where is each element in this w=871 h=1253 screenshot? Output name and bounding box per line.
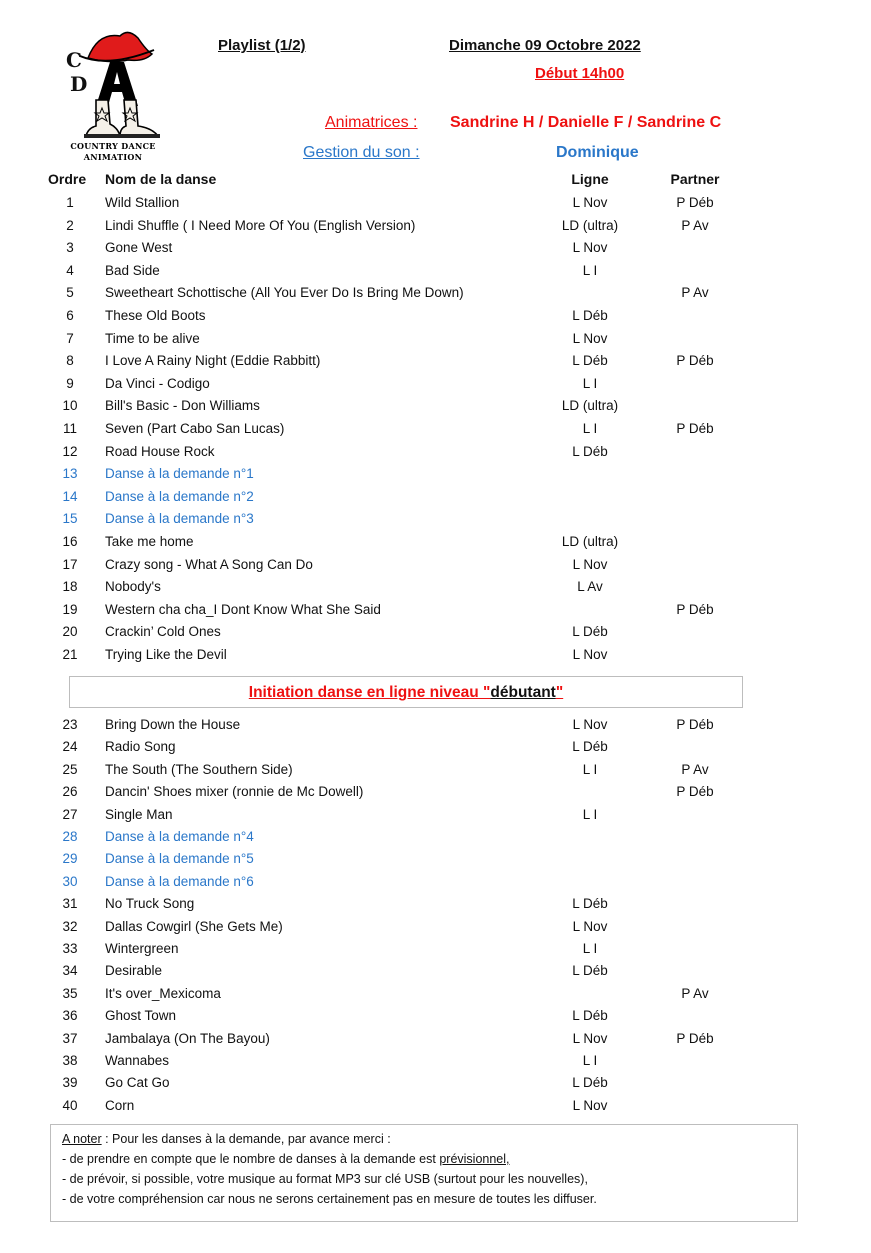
- dance-name: Danse à la demande n°2: [105, 488, 254, 504]
- note-line-1-text: - de prendre en compte que le nombre de danses à la demande est: [62, 1152, 440, 1166]
- row-number: 15: [62, 511, 78, 527]
- row-number: 37: [62, 1030, 78, 1046]
- row-number: 31: [62, 896, 78, 912]
- table-row: [0, 1028, 871, 1050]
- initiation-text-1: Initiation danse en ligne niveau ": [248, 684, 491, 701]
- dance-name: I Love A Rainy Night (Eddie Rabbitt): [105, 353, 321, 369]
- row-number: 17: [62, 556, 78, 572]
- logo-letter-a: [86, 72, 87, 73]
- ligne-level: L Déb: [572, 739, 608, 755]
- table-row: [0, 554, 871, 576]
- ligne-level: L I: [582, 375, 598, 391]
- ligne-level: L I: [582, 761, 598, 777]
- dance-name: Seven (Part Cabo San Lucas): [105, 421, 285, 436]
- table-row: [0, 441, 871, 463]
- dance-name: These Old Boots: [105, 308, 206, 323]
- row-number: 13: [62, 466, 78, 482]
- table-row: [0, 486, 871, 508]
- row-number: 20: [62, 624, 78, 640]
- table-row: [0, 418, 871, 440]
- dance-name: Wannabes: [105, 1053, 170, 1068]
- column-header-partner: Partner: [670, 171, 720, 187]
- ligne-level: L Nov: [572, 717, 608, 732]
- table-row: [0, 1050, 871, 1072]
- dance-name: Sweetheart Schottische (All You Ever Do Is Bring Me Down): [105, 285, 464, 301]
- dance-name: Bad Side: [105, 262, 160, 278]
- partner-level: P Av: [681, 761, 709, 777]
- note-line-3: - de votre compréhension car nous ne serons certainement pas en mesure de toutes les diffuser.: [62, 1192, 597, 1206]
- dance-name: Trying Like the Devil: [105, 647, 227, 662]
- dance-name: Take me home: [105, 534, 194, 549]
- column-header-nom: Nom de la danse: [105, 171, 217, 187]
- dance-name: Corn: [105, 1097, 135, 1113]
- row-number: 18: [62, 579, 78, 595]
- row-number: 26: [62, 784, 78, 800]
- table-row: [0, 826, 871, 848]
- note-intro: [62, 1132, 391, 1146]
- ligne-level: LD (ultra): [561, 398, 619, 414]
- row-number: 36: [62, 1008, 78, 1024]
- table-row: [0, 644, 871, 666]
- dance-name: Danse à la demande n°5: [105, 851, 254, 867]
- row-number: 40: [62, 1097, 78, 1113]
- partner-level: P Déb: [676, 421, 714, 436]
- row-number: 30: [62, 873, 78, 889]
- table-row: [0, 714, 871, 736]
- logo-letter-d: D: [70, 72, 88, 96]
- ligne-level: L Déb: [572, 624, 608, 640]
- row-number: 38: [62, 1053, 78, 1068]
- dance-name: Radio Song: [105, 739, 176, 755]
- logo-letter-c: C: [66, 48, 82, 72]
- table-row: [0, 938, 871, 960]
- ligne-level: L Nov: [572, 918, 608, 934]
- row-number: 32: [62, 918, 78, 934]
- logo-caption-line2: ANIMATION: [83, 152, 143, 162]
- partner-level: P Av: [681, 985, 709, 1001]
- ligne-level: L Nov: [572, 195, 608, 210]
- column-header-ligne: Ligne: [571, 171, 609, 187]
- note-line-2: - de prévoir, si possible, votre musique au format MP3 sur clé USB (surtout pour les nouvelles),: [62, 1172, 588, 1186]
- dance-name: Gone West: [105, 240, 173, 256]
- ligne-level: L Déb: [572, 308, 608, 323]
- partner-level: P Déb: [676, 353, 714, 369]
- dance-name: Danse à la demande n°4: [105, 829, 254, 844]
- row-number: 16: [62, 534, 78, 549]
- row-number: 34: [62, 963, 78, 979]
- column-header-ordre: Ordre: [48, 171, 87, 187]
- ligne-level: L Déb: [572, 353, 608, 369]
- table-row: [0, 1095, 871, 1117]
- logo-caption-line1: COUNTRY DANCE: [70, 141, 156, 151]
- table-row: [0, 508, 871, 530]
- dance-name: Western cha cha_I Dont Know What She Said: [105, 601, 381, 617]
- table-row: [0, 621, 871, 643]
- initiation-text-2: débutant: [490, 684, 556, 701]
- note-label: A noter: [62, 1132, 102, 1146]
- row-number: 23: [62, 717, 78, 732]
- table-row: [0, 237, 871, 259]
- dance-name: The South (The Southern Side): [105, 761, 293, 777]
- dance-name: Desirable: [105, 963, 163, 979]
- row-number: 8: [66, 353, 74, 369]
- dance-name: It's over_Mexicoma: [105, 985, 221, 1001]
- row-number: 25: [62, 761, 78, 777]
- dance-name: Time to be alive: [105, 330, 200, 346]
- table-row: [0, 848, 871, 870]
- row-number: 21: [62, 647, 78, 662]
- logo-caption: [58, 141, 168, 163]
- table-row: [0, 463, 871, 485]
- table-row: [0, 736, 871, 758]
- row-number: 35: [62, 985, 78, 1001]
- partner-level: P Av: [681, 285, 709, 301]
- initiation-title: [69, 684, 743, 702]
- dance-name: Lindi Shuffle ( I Need More Of You (English Version): [105, 217, 416, 233]
- table-row: [0, 192, 871, 214]
- ligne-level: LD (ultra): [561, 217, 619, 233]
- dance-name: Dancin' Shoes mixer (ronnie de Mc Dowell): [105, 784, 364, 800]
- dance-name: Crazy song - What A Song Can Do: [105, 556, 313, 572]
- dance-name: Go Cat Go: [105, 1075, 170, 1091]
- table-row: [0, 576, 871, 598]
- row-number: 28: [62, 829, 78, 844]
- dance-name: Nobody's: [105, 579, 161, 595]
- ligne-level: L Nov: [572, 556, 608, 572]
- row-number: 12: [62, 443, 78, 459]
- table-row: [0, 599, 871, 621]
- row-number: 33: [62, 941, 78, 956]
- table-row: [0, 804, 871, 826]
- row-number: 19: [62, 601, 78, 617]
- ligne-level: L Nov: [572, 330, 608, 346]
- dance-name: Bring Down the House: [105, 717, 241, 732]
- table-row: [0, 960, 871, 982]
- ligne-level: L Nov: [572, 1030, 608, 1046]
- ligne-level: L Av: [577, 579, 603, 595]
- row-number: 11: [62, 421, 77, 436]
- dance-name: Single Man: [105, 806, 173, 822]
- row-number: 4: [66, 262, 74, 278]
- row-number: 29: [62, 851, 78, 867]
- ligne-level: L Nov: [572, 647, 608, 662]
- row-number: 14: [62, 488, 78, 504]
- table-row: [0, 893, 871, 915]
- dance-name: Road House Rock: [105, 443, 215, 459]
- dance-name: Danse à la demande n°3: [105, 511, 254, 527]
- row-number: 5: [66, 285, 74, 301]
- dance-name: Danse à la demande n°1: [105, 466, 254, 482]
- table-row: [0, 260, 871, 282]
- event-date: Dimanche 09 Octobre 2022: [449, 37, 641, 54]
- dance-name: Bill's Basic - Don Williams: [105, 398, 260, 414]
- dance-name: Crackin’ Cold Ones: [105, 624, 221, 640]
- ligne-level: L Nov: [572, 1097, 608, 1113]
- row-number: 2: [66, 217, 74, 233]
- table-row: [0, 781, 871, 803]
- row-number: 1: [66, 195, 74, 210]
- sound-manager-name: Dominique: [556, 144, 639, 161]
- partner-level: P Déb: [676, 784, 714, 800]
- ligne-level: L I: [582, 262, 598, 278]
- initiation-text-3: ": [555, 684, 564, 701]
- row-number: 24: [62, 739, 78, 755]
- partner-level: P Av: [681, 217, 709, 233]
- dance-name: Jambalaya (On The Bayou): [105, 1030, 270, 1046]
- row-number: 6: [66, 308, 74, 323]
- row-number: 10: [62, 398, 78, 414]
- row-number: 27: [62, 806, 78, 822]
- partner-level: P Déb: [676, 1030, 714, 1046]
- animatrices-names: Sandrine H / Danielle F / Sandrine C: [450, 114, 722, 131]
- table-row: [0, 305, 871, 327]
- partner-level: P Déb: [676, 717, 714, 732]
- ligne-level: L I: [582, 1053, 598, 1068]
- partner-level: P Déb: [676, 195, 714, 210]
- dance-name: Da Vinci - Codigo: [105, 375, 210, 391]
- ligne-level: L Déb: [572, 1075, 608, 1091]
- playlist-title: Playlist (1/2): [218, 37, 306, 54]
- row-number: 39: [62, 1075, 78, 1091]
- dance-name: Dallas Cowgirl (She Gets Me): [105, 918, 283, 934]
- table-row: [0, 871, 871, 893]
- ligne-level: L Déb: [572, 443, 608, 459]
- table-row: [0, 531, 871, 553]
- note-line-1: [62, 1152, 510, 1166]
- ligne-level: LD (ultra): [561, 534, 619, 549]
- ligne-level: L Déb: [572, 1008, 608, 1024]
- ligne-level: L Nov: [572, 240, 608, 256]
- note-intro-text: : Pour les danses à la demande, par avance merci :: [101, 1132, 391, 1146]
- start-time: Début 14h00: [535, 65, 625, 82]
- table-row: [0, 395, 871, 417]
- table-row: [0, 350, 871, 372]
- sound-manager-label: Gestion du son :: [303, 144, 420, 161]
- table-row: [0, 282, 871, 304]
- ligne-level: L I: [582, 941, 598, 956]
- row-number: 3: [66, 240, 74, 256]
- dance-name: Wintergreen: [105, 941, 179, 956]
- note-line-1-underlined: prévisionnel,: [439, 1152, 510, 1166]
- table-row: [0, 1072, 871, 1094]
- ligne-level: L Déb: [572, 896, 608, 912]
- ligne-level: L Déb: [572, 963, 608, 979]
- dance-name: Wild Stallion: [105, 195, 180, 210]
- table-row: [0, 328, 871, 350]
- row-number: 9: [66, 375, 74, 391]
- ligne-level: L I: [582, 806, 598, 822]
- partner-level: P Déb: [676, 601, 714, 617]
- table-row: [0, 759, 871, 781]
- dance-name: Danse à la demande n°6: [105, 873, 254, 889]
- ligne-level: L I: [582, 421, 598, 436]
- table-row: [0, 373, 871, 395]
- table-row: [0, 983, 871, 1005]
- row-number: 7: [66, 330, 74, 346]
- dance-name: Ghost Town: [105, 1008, 177, 1024]
- table-row: [0, 916, 871, 938]
- table-row: [0, 215, 871, 237]
- animatrices-label: Animatrices :: [325, 114, 418, 131]
- dance-name: No Truck Song: [105, 896, 195, 912]
- table-row: [0, 1005, 871, 1027]
